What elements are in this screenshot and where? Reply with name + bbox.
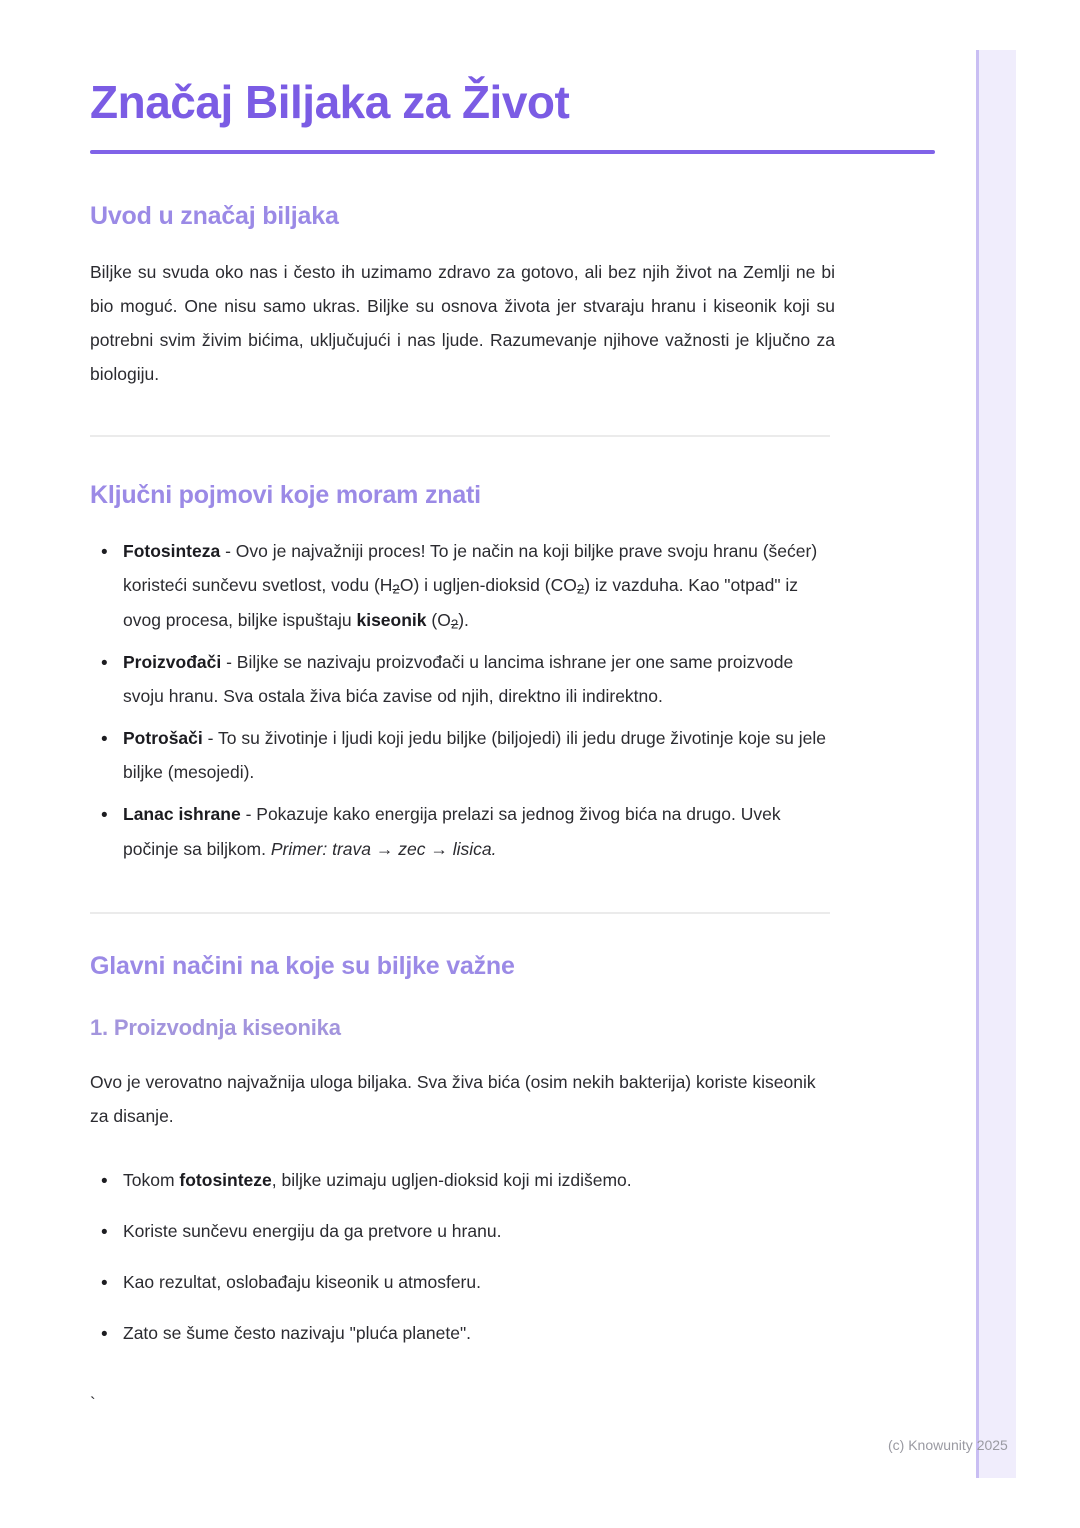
- term-text: Biljke se nazivaju proizvođači u lancima ishrane jer one same proizvode svoju hranu. Sva ostala živa bića zavise od njih, direktno ili indirektno.: [123, 651, 794, 707]
- stray-backtick-mark: `: [90, 1394, 96, 1414]
- term-label: Potrošači: [123, 728, 203, 749]
- page-side-strip: [976, 50, 1016, 1478]
- key-terms-list: [90, 534, 835, 866]
- page-title: Značaj Biljaka za Život: [90, 76, 570, 128]
- list-item: [123, 1163, 835, 1197]
- subscript-number: 2: [392, 581, 400, 597]
- term-dash: -: [220, 541, 236, 562]
- bullet-text: , biljke uzimaju ugljen-dioksid koji mi izdišemo.: [271, 1169, 632, 1190]
- list-item: [123, 797, 835, 865]
- document-content: [90, 78, 835, 1412]
- term-example-italic: Primer: trava → zec → lisica.: [270, 838, 497, 859]
- term-dash: -: [202, 728, 218, 749]
- term-text: O) i ugljen-dioksid (CO: [399, 575, 577, 596]
- subscript-number: 2: [576, 581, 585, 597]
- term-label: Lanac ishrane: [123, 804, 241, 825]
- list-item: [123, 534, 835, 637]
- term-label: Fotosinteza: [123, 541, 221, 562]
- section-heading-intro: Uvod u značaj biljaka: [90, 201, 339, 230]
- term-text: ).: [458, 609, 469, 630]
- term-emphasis: kiseonik: [356, 609, 427, 630]
- term-text: (O: [426, 609, 451, 630]
- bullet-text: Tokom: [123, 1169, 180, 1190]
- list-item: [123, 721, 835, 789]
- bullet-text: Zato se šume često nazivaju "pluća planete".: [123, 1323, 472, 1344]
- term-dash: -: [221, 651, 237, 672]
- bullet-text: Koriste sunčevu energiju da ga pretvore u hranu.: [123, 1221, 502, 1242]
- page-footer-copyright: (c) Knowunity 2025: [888, 1437, 1008, 1453]
- section-heading-key-terms: Ključni pojmovi koje moram znati: [90, 481, 481, 510]
- oxygen-paragraph: Ovo je verovatno najvažnija uloga biljaka. Sva živa bića (osim nekih bakterija) koriste kiseonik za disanje.: [90, 1071, 816, 1126]
- section-heading-main-ways: Glavni načini na koje su biljke važne: [90, 951, 515, 980]
- subscript-number: 2: [450, 616, 459, 631]
- term-text: ) iz vazduha. Kao "otpad" iz ovog procesa, biljke ispuštaju: [123, 575, 799, 630]
- term-text: Ovo je najvažniji proces! To je način na koji biljke prave svoju hranu (šećer) koristeći sunčevu svetlost, vodu (H: [123, 541, 818, 596]
- intro-paragraph: Biljke su svuda oko nas i često ih uzimamo zdravo za gotovo, ali bez njih život na Zemlji ne bi bio moguć. One nisu samo ukras. Biljke su osnova života jer stvaraju hranu i kiseonik koji su potrebni svim živim bićima, uključujući i nas ljude. Razumevanje njihove važnosti je ključno za biologiju.: [90, 261, 835, 385]
- subsection-heading-oxygen: 1. Proizvodnja kiseonika: [90, 1014, 341, 1040]
- term-text: To su životinje i ljudi koji jedu biljke (biljojedi) ili jedu druge životinje koje su jele biljke (mesojedi).: [123, 728, 826, 783]
- bullet-emphasis: fotosinteze: [179, 1169, 272, 1190]
- list-item: [123, 1265, 835, 1299]
- list-item: [123, 1316, 835, 1350]
- list-item: [123, 645, 835, 713]
- oxygen-bullet-list: [90, 1163, 835, 1351]
- bullet-text: Kao rezultat, oslobađaju kiseonik u atmosferu.: [123, 1272, 481, 1293]
- term-text: Pokazuje kako energija prelazi sa jednog živog bića na drugo. Uvek počinje sa biljkom.: [123, 804, 781, 859]
- term-dash: -: [240, 804, 257, 825]
- list-item: [123, 1214, 835, 1248]
- term-label: Proizvođači: [123, 651, 222, 672]
